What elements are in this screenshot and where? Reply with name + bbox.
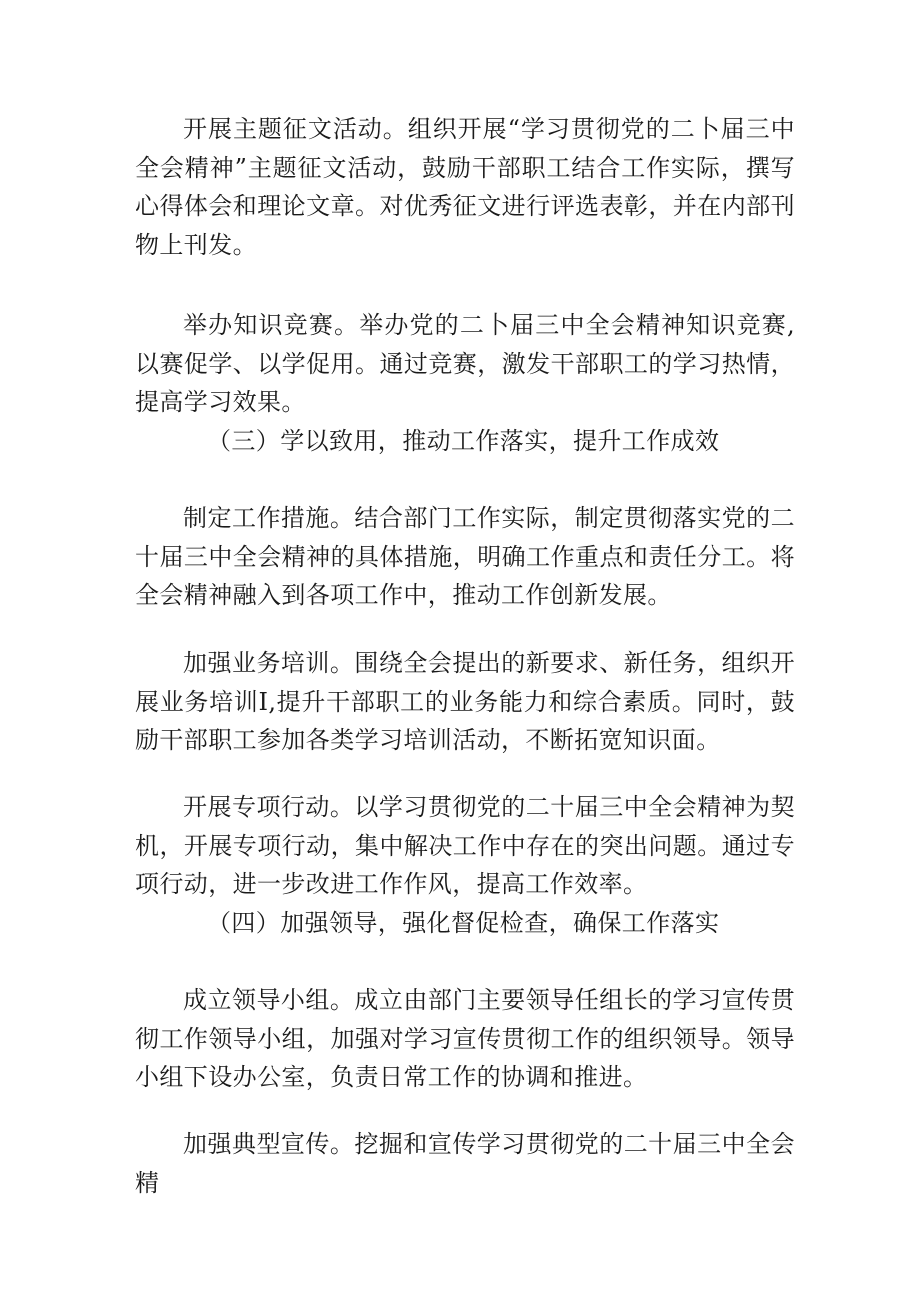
section-heading-3 bbox=[135, 422, 795, 461]
paragraph-special-action: 开展专项行动。以学习贯彻党的二十届三中全会精神为契机，开展专项行动，集中解决工作中存在的突出问题。通过专项行动，进一步改进工作作风，提高工作效率。 bbox=[135, 793, 795, 898]
section-heading-4 bbox=[135, 904, 795, 943]
paragraph-business-training: 加强业务培训。围绕全会提出的新要求、新任务，组织开展业务培训I,提升干部职工的业务能力和综合素质。同时，鼓励干部职工参加各类学习培训活动，不断拓宽知识面。 bbox=[135, 649, 795, 754]
section-heading-3-text: （三）学以致用，推动工作落实，提升工作成效 bbox=[207, 427, 720, 455]
paragraph-work-measures: 制定工作措施。结合部门工作实际，制定贯彻落实党的二十届三中全会精神的具体措施，明确工作重点和责任分工。将全会精神融入到各项工作中，推动工作创新发展。 bbox=[135, 504, 795, 609]
section-heading-4-text: （四）加强领导，强化督促检查，确保工作落实 bbox=[207, 909, 720, 937]
paragraph-leading-group: 成立领导小组。成立由部门主要领导任组长的学习宣传贯彻工作领导小组，加强对学习宣传贯彻工作的组织领导。领导小组下设办公室，负责日常工作的协调和推进。 bbox=[135, 986, 795, 1091]
paragraph-essay-activity: 开展主题征文活动。组织开展“学习贯彻党的二卜届三中全会精神”主题征文活动，鼓励干部职工结合工作实际，撰写心得体会和理论文章。对优秀征文进行评选表彰，并在内部刊物上刊发。 bbox=[135, 115, 795, 259]
paragraph-typical-publicity: 加强典型宣传。挖掘和宣传学习贯彻党的二十届三中全会精 bbox=[135, 1130, 795, 1197]
paragraph-knowledge-contest: 举办知识竞赛。举办党的二卜届三中全会精神知识竞赛,以赛促学、以学促用。通过竞赛，激发干部职工的学习热情，提高学习效果。 bbox=[135, 311, 795, 416]
